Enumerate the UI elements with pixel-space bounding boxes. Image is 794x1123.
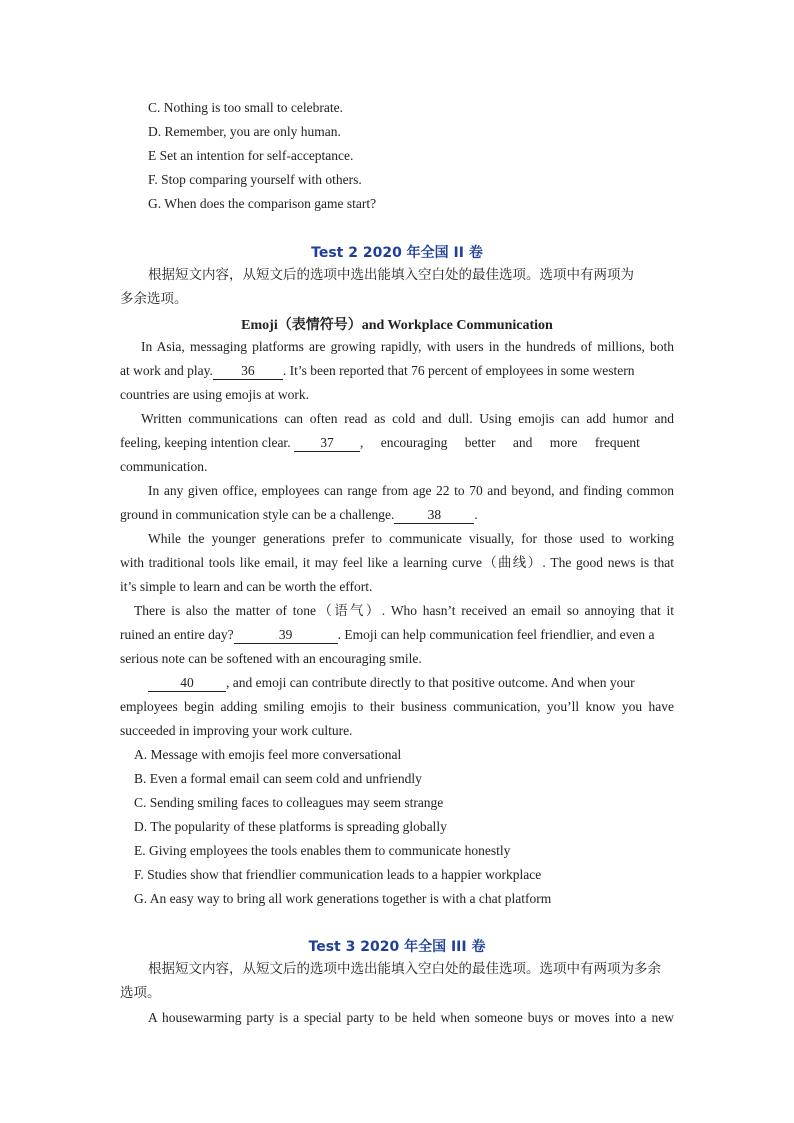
p4-line2: with traditional tools like email, it may feel like a learning curve（曲线）. The good news is that <box>120 555 674 570</box>
p2-line1: Written communications can often read as cold and dull. Using emojis can add humor and <box>141 411 674 426</box>
test2-instruction-line2: 多余选项。 <box>120 291 188 307</box>
test1-option-f: F. Stop comparing yourself with others. <box>148 172 362 187</box>
p1-line3: countries are using emojis at work. <box>120 387 309 402</box>
test3-heading: Test 3 2020 年全国 III 卷 <box>308 939 486 955</box>
p2-line3: communication. <box>120 459 208 474</box>
test2-instruction-line1: 根据短文内容，从短文后的选项中选出能填入空白处的最佳选项。选项中有两项为 <box>148 267 634 283</box>
test3-instruction-line2: 选项。 <box>120 985 161 1001</box>
p4-line1: While the younger generations prefer to communicate visually, for those used to working <box>148 531 674 546</box>
blank-37[interactable]: 37 <box>294 435 360 452</box>
blank-40[interactable]: 40 <box>148 675 226 692</box>
p1-line1: In Asia, messaging platforms are growing rapidly, with users in the hundreds of millions, both <box>141 339 674 354</box>
passage-title: Emoji（表情符号）and Workplace Communication <box>241 318 553 333</box>
test1-option-d: D. Remember, you are only human. <box>148 124 341 139</box>
p1-line2-text-b: . It’s been reported that 76 percent of employees in some western <box>282 363 635 378</box>
p3-line2-text-a: ground in communication style can be a challenge. <box>120 507 395 522</box>
p4-line3: it’s simple to learn and can be worth the effort. <box>120 579 373 594</box>
p3-line1: In any given office, employees can range from age 22 to 70 and beyond, and finding common <box>148 483 674 498</box>
p2-line2-text-b: , encouraging better and more frequent <box>359 435 640 450</box>
test2-option-a: A. Message with emojis feel more conversational <box>134 747 402 762</box>
test1-option-g: G. When does the comparison game start? <box>148 196 377 211</box>
test2-option-e: E. Giving employees the tools enables them to communicate honestly <box>134 843 511 858</box>
p5-line2-text-b: . Emoji can help communication feel friendlier, and even a <box>337 627 655 642</box>
test2-option-f: F. Studies show that friendlier communication leads to a happier workplace <box>134 867 542 882</box>
test3-p1-line1: A housewarming party is a special party to be held when someone buys or moves into a new <box>148 1010 674 1025</box>
p5-line2-text-a: ruined an entire day? <box>120 627 234 642</box>
test1-option-e: E Set an intention for self-acceptance. <box>148 148 354 163</box>
p5-line1: There is also the matter of tone（语气）. Who hasn’t received an email so annoying that it <box>134 603 674 618</box>
test2-option-c: C. Sending smiling faces to colleagues may seem strange <box>134 795 444 810</box>
p2-line2 <box>120 434 640 452</box>
test2-option-b: B. Even a formal email can seem cold and unfriendly <box>134 771 422 786</box>
test2-option-g: G. An easy way to bring all work generations together is with a chat platform <box>134 891 552 906</box>
p5-line2 <box>120 626 655 644</box>
blank-38[interactable]: 38 <box>394 507 474 524</box>
p6-line1-text-b: , and emoji can contribute directly to that positive outcome. And when your <box>226 675 635 690</box>
p3-line2 <box>120 506 478 524</box>
p2-line2-text-a: feeling, keeping intention clear. <box>120 435 291 450</box>
p1-line2 <box>120 362 635 380</box>
p3-line2-text-b: . <box>474 507 478 522</box>
blank-39[interactable]: 39 <box>234 627 338 644</box>
p6-line1 <box>148 674 635 692</box>
p1-line2-text-a: at work and play. <box>120 363 213 378</box>
p6-line3: succeeded in improving your work culture. <box>120 723 353 738</box>
test1-option-c: C. Nothing is too small to celebrate. <box>148 100 343 115</box>
test3-instruction-line1: 根据短文内容，从短文后的选项中选出能填入空白处的最佳选项。选项中有两项为多余 <box>148 961 661 977</box>
p6-line2: employees begin adding smiling emojis to their business communication, you’ll know you have <box>120 699 674 714</box>
test2-heading: Test 2 2020 年全国 II 卷 <box>311 245 483 261</box>
p5-line3: serious note can be softened with an encouraging smile. <box>120 651 422 666</box>
test2-option-d: D. The popularity of these platforms is spreading globally <box>134 819 447 834</box>
blank-36[interactable]: 36 <box>213 363 283 380</box>
